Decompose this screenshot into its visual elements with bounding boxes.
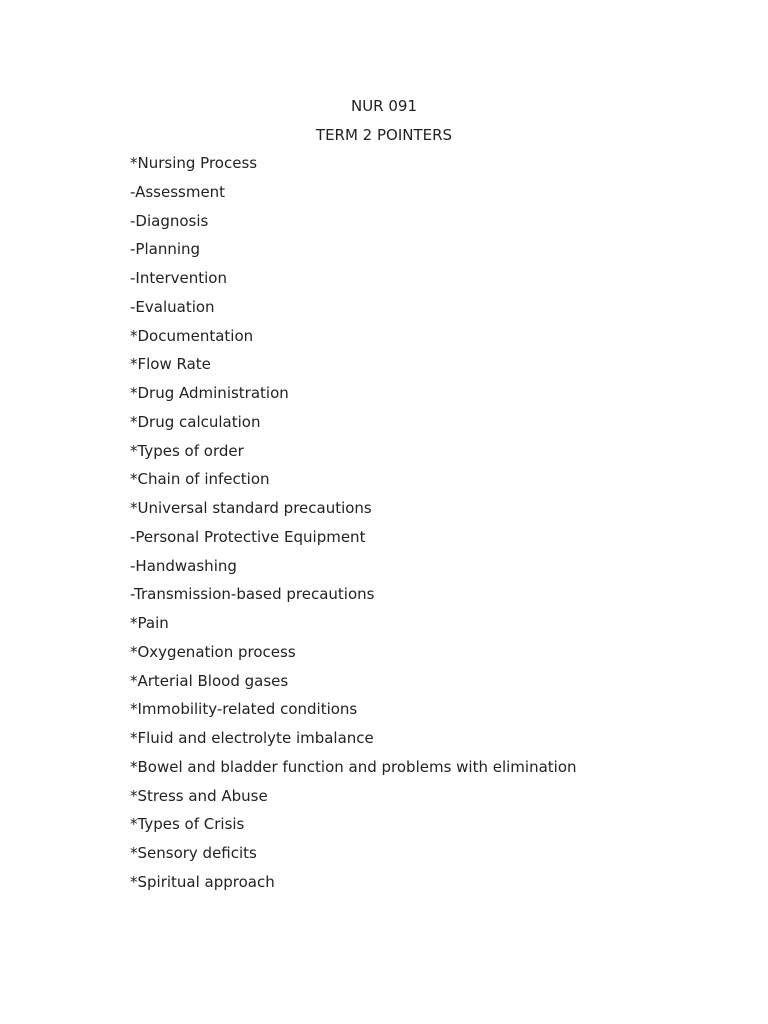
list-item: *Fluid and electrolyte imbalance	[130, 729, 374, 747]
list-item: *Sensory deficits	[130, 844, 257, 862]
list-item: *Nursing Process	[130, 154, 258, 172]
pointer-list	[130, 153, 730, 901]
list-item: *Immobility-related conditions	[130, 700, 358, 719]
list-item: -Evaluation	[130, 297, 215, 316]
list-item: *Stress and Abuse	[130, 786, 268, 805]
list-item: *Oxygenation process	[130, 642, 296, 661]
list-item: *Drug Administration	[130, 384, 289, 402]
list-item: *Flow Rate	[130, 355, 211, 374]
list-item: *Documentation	[130, 326, 254, 345]
list-item: *Types of Crisis	[130, 815, 245, 834]
list-item: *Types of order	[130, 441, 244, 460]
list-item: -Diagnosis	[130, 211, 209, 230]
list-item: *Pain	[130, 614, 169, 632]
list-item: *Chain of infection	[130, 470, 270, 489]
list-item: -Personal Protective Equipment	[130, 527, 366, 546]
subtitle-heading: TERM 2 POINTERS	[315, 126, 453, 144]
list-item: -Transmission-based precautions	[130, 585, 375, 604]
list-item: *Spiritual approach	[130, 872, 275, 891]
list-item: -Handwashing	[130, 556, 237, 575]
list-item: -Planning	[130, 240, 201, 259]
list-item: -Assessment	[130, 182, 226, 201]
list-item: -Intervention	[130, 269, 227, 287]
course-code-heading: NUR 091	[350, 97, 418, 115]
list-item: *Universal standard precautions	[130, 499, 372, 517]
list-item: *Bowel and bladder function and problems with elimination	[130, 757, 577, 776]
list-item: *Arterial Blood gases	[130, 671, 289, 690]
list-item: *Drug calculation	[130, 412, 261, 431]
